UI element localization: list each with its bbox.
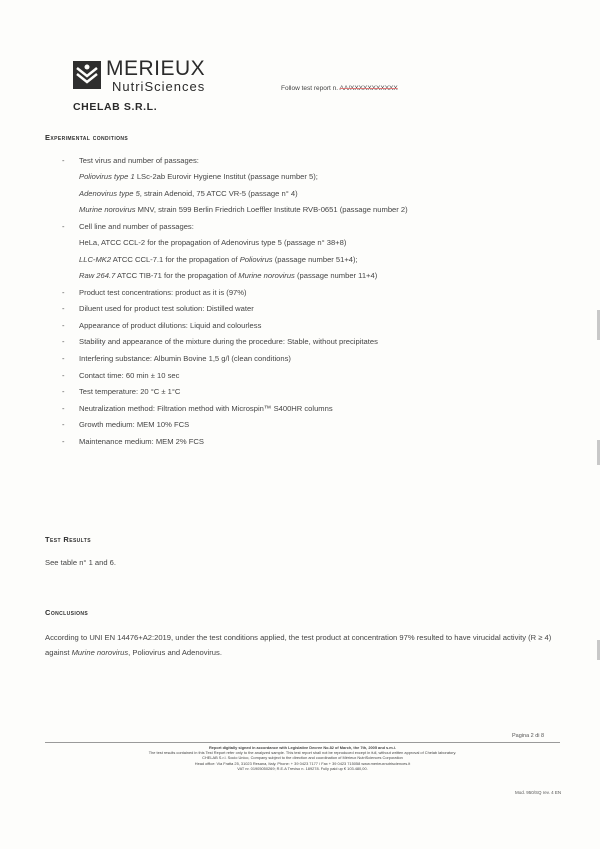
footer-divider [45,742,560,743]
follow-label: Follow test report n. [281,85,339,92]
footer-line-2: The test results contained in this Test Report refer only to the analyzed sample. This test report shall not be reproduced except in full, without written approval of Chelab laboratory. [148,750,457,756]
list-item: - Interfering substance: Albumin Bovine 1,5 g/l (clean conditions) [62,353,562,364]
footer-line-4: Head office: Via Fratta 25, 31023 Resana, Italy. Phone: + 39 0423 7177 / Fax + 39 0423 715058 www.merieuxnutrisciences.it [194,760,411,766]
results-text: See table n° 1 and 6. [45,558,117,567]
section-results-title: Test Results [45,535,91,544]
follow-ref: AA/XXXXXXXXXXX [339,85,398,92]
footer [45,745,560,771]
list-item: - Test temperature: 20 °C ± 1°C [62,386,562,397]
section-experimental-title: Experimental conditions [45,133,129,142]
company-name: CHELAB S.R.L. [73,101,158,113]
follow-report [281,85,398,92]
list-item: - Growth medium: MEM 10% FCS [62,419,562,430]
footer-line-1: Report digitally signed in accordance with Legislative Decree No.82 of March, the 7th, 2005 and s.m.i. [208,745,397,750]
list-item: - Product test concentrations: product as it is (97%) [62,287,562,298]
list-item: - Maintenance medium: MEM 2% FCS [62,436,562,447]
logo-subwordmark: NutriSciences [112,79,206,94]
section-conclusions-title: Conclusions [45,608,89,617]
list-item-viruses: - Test virus and number of passages: Poliovirus type 1 LSc-2ab Eurovir Hygiene Institut (passage number 5); Adenovirus type 5, strain Adenoid, 75 ATCC VR-5 (passage n° 4) Murine norovirus MNV, strain 599 Berlin Friedrich Loeffler Institute RVB-0651 (passage number 2) [62,155,562,216]
list-item: - Contact time: 60 min ± 10 sec [62,370,562,381]
footer-line-3: CHELAB S.r.l. Socio Unico, Company subject to the direction and coordination of Mérieux NutriSciences Corporation [202,755,403,761]
conclusions-text: According to UNI EN 14476+A2:2019, under the test conditions applied, the test product at concentration 97% resulted to have virucidal activity (R ≥ 4) against Murine norovirus, Poliovirus and Adenovirus. [45,633,552,657]
form-code: Mod. 950/SQ rev. 4 EN [515,790,562,795]
footer-line-5: VAT nr. 01905050269; R.E.A Treviso n. 189278. Fully paid up € 103.480,00. [237,765,368,771]
list-item: - Stability and appearance of the mixture during the procedure: Stable, without precipitates [62,336,562,347]
list-item-cells: - Cell line and number of passages: HeLa, ATCC CCL-2 for the propagation of Adenovirus type 5 (passage n° 38+8) LLC-MK2 ATCC CCL-7.1 for the propagation of Poliovirus (passage number 51+4); Raw 264.7 ATCC TIB-71 for the propagation of Murine norovirus (passage number 11+4) [62,221,562,282]
merieux-logo-icon [72,60,102,90]
list-item: - Neutralization method: Filtration method with Microspin™ S400HR columns [62,403,562,414]
list-item: - Diluent used for product test solution: Distilled water [62,303,562,314]
experimental-list [62,155,562,453]
list-item: - Appearance of product dilutions: Liquid and colourless [62,320,562,331]
page-number: Pagina 2 di 8 [512,733,545,739]
logo-wordmark: MERIEUX [106,57,206,80]
